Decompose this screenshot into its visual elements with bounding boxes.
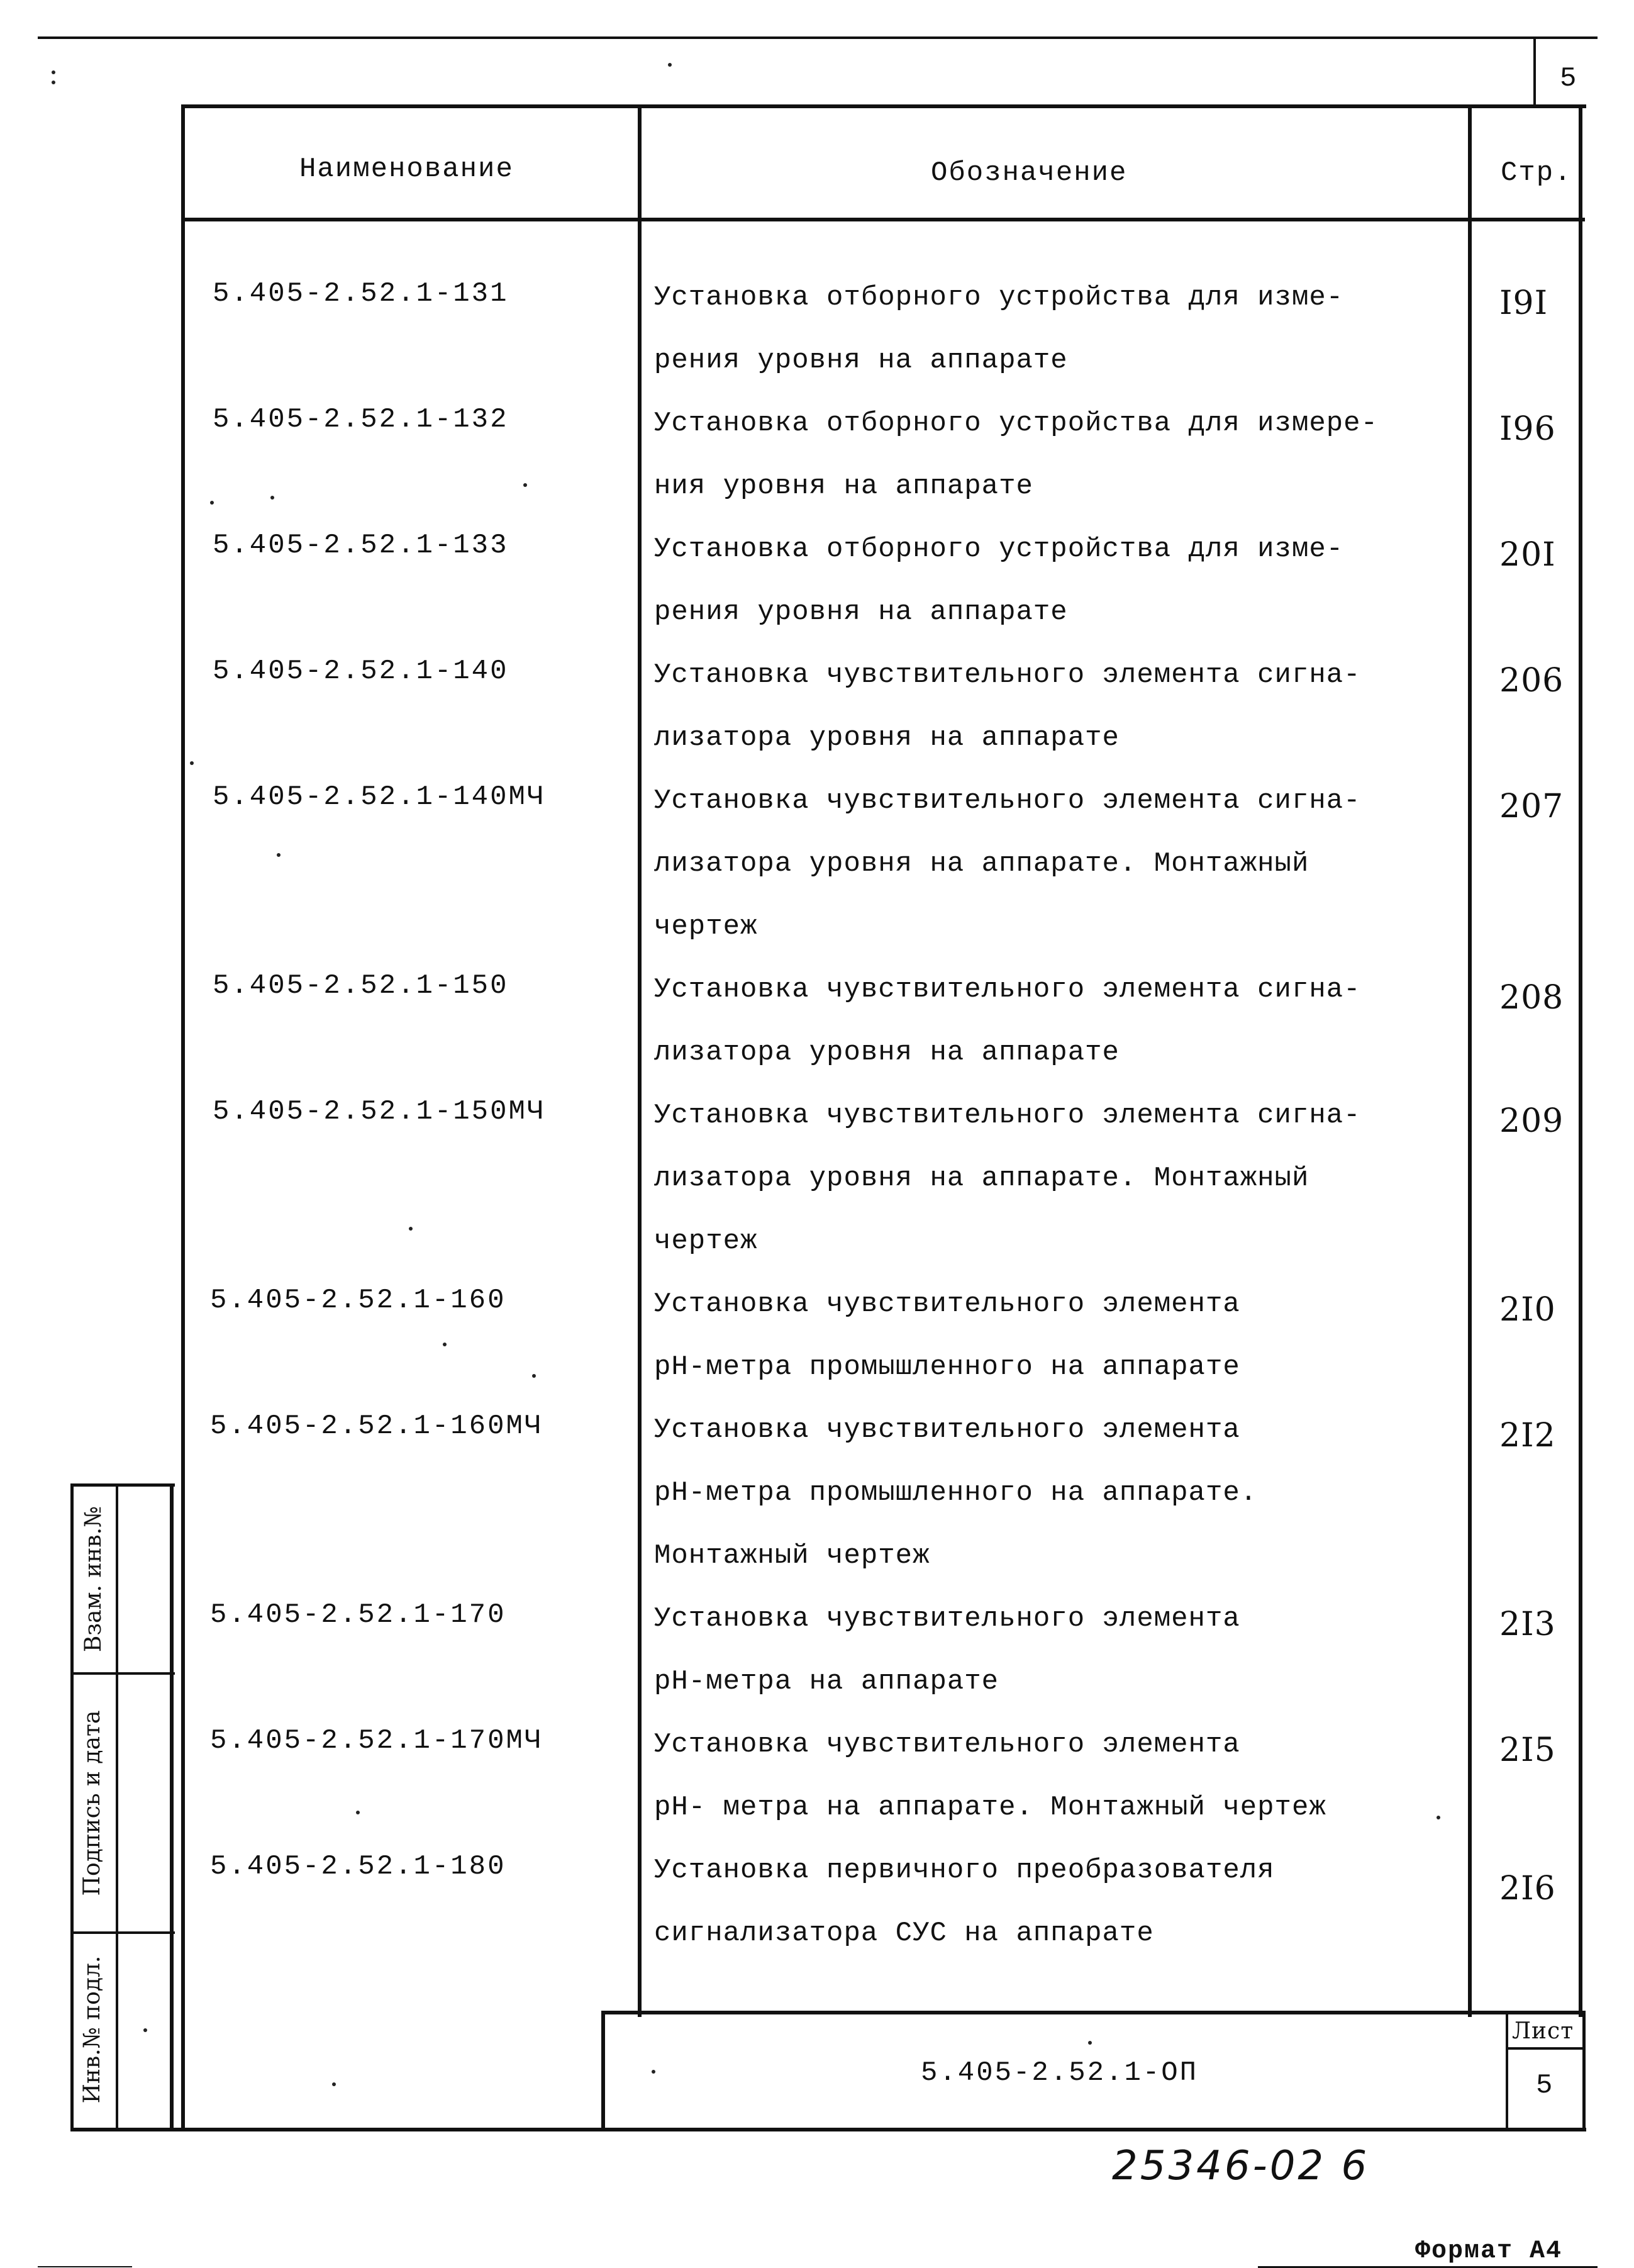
scan-speck bbox=[210, 501, 214, 505]
row-page: 2I3 bbox=[1499, 1606, 1556, 1643]
header-designation: Обозначение bbox=[931, 157, 1128, 189]
row-description-line: Установка чувствительного элемента bbox=[654, 1603, 1240, 1634]
row-description-line: Установка отборного устройства для измере- bbox=[654, 408, 1378, 439]
row-description-line: Установка чувствительного элемента сигна- bbox=[654, 1100, 1361, 1131]
table-left-border bbox=[181, 104, 185, 2131]
row-page: 208 bbox=[1499, 979, 1564, 1017]
row-page: 2I6 bbox=[1499, 1870, 1556, 1908]
scan-speck bbox=[190, 761, 194, 765]
row-description-line: Монтажный чертеж bbox=[654, 1540, 930, 1572]
sheet-cell-divider bbox=[1507, 2047, 1584, 2050]
scan-speck bbox=[443, 1343, 447, 1346]
scan-speck bbox=[1088, 2041, 1092, 2045]
sheet-number: 5 bbox=[1536, 2070, 1553, 2101]
scan-speck bbox=[532, 1374, 536, 1378]
scan-speck bbox=[356, 1811, 360, 1814]
row-page: 206 bbox=[1499, 662, 1564, 700]
row-code: 5.405-2.52.1-160МЧ bbox=[210, 1411, 543, 1442]
side-box-inner-left bbox=[116, 1485, 118, 2131]
column-divider-1 bbox=[638, 104, 642, 2017]
row-page: I9I bbox=[1499, 284, 1548, 322]
header-name: Наименование bbox=[299, 154, 514, 185]
row-description-line: Установка отборного устройства для изме- bbox=[654, 282, 1344, 313]
row-description-line: Установка чувствительного элемента bbox=[654, 1414, 1240, 1446]
row-description-line: Установка чувствительного элемента bbox=[654, 1288, 1240, 1320]
scan-speck bbox=[523, 483, 527, 487]
row-description-line: лизатора уровня на аппарате bbox=[654, 722, 1120, 754]
scan-speck bbox=[652, 2070, 655, 2074]
row-page: 207 bbox=[1499, 788, 1564, 825]
row-description-line: лизатора уровня на аппарате. Монтажный bbox=[654, 1163, 1309, 1194]
row-description-line: рения уровня на аппарате bbox=[654, 345, 1068, 376]
row-page: 2I0 bbox=[1499, 1291, 1556, 1329]
sheet-cell-right-border bbox=[1582, 2011, 1586, 2130]
row-page: 2I5 bbox=[1499, 1731, 1556, 1769]
title-block-doc-code: 5.405-2.52.1-ОП bbox=[921, 2057, 1199, 2089]
row-description-line: чертеж bbox=[654, 911, 758, 942]
table-right-border bbox=[1579, 104, 1582, 2017]
row-description-line: pH-метра промышленного на аппарате. bbox=[654, 1477, 1258, 1509]
scan-speck bbox=[668, 63, 672, 67]
sheet-corner-number: 5 bbox=[1560, 63, 1577, 94]
bottom-left-line bbox=[38, 2266, 132, 2267]
scan-speck bbox=[52, 81, 55, 84]
row-code: 5.405-2.52.1-160 bbox=[210, 1285, 506, 1316]
row-description-line: лизатора уровня на аппарате. Монтажный bbox=[654, 848, 1309, 880]
row-description-line: pH-метра на аппарате bbox=[654, 1666, 999, 1697]
scan-speck bbox=[1437, 1816, 1440, 1819]
row-description-line: Установка чувствительного элемента сигна- bbox=[654, 659, 1361, 691]
title-block-bottom-border bbox=[70, 2128, 1586, 2131]
scan-speck bbox=[277, 853, 281, 857]
sheet-cell-left-border bbox=[1506, 2011, 1508, 2130]
scan-speck bbox=[143, 2028, 147, 2032]
row-code: 5.405-2.52.1-170МЧ bbox=[210, 1725, 543, 1757]
row-code: 5.405-2.52.1-150 bbox=[213, 970, 509, 1002]
top-border bbox=[38, 36, 1598, 39]
corner-divider bbox=[1533, 36, 1536, 106]
row-code: 5.405-2.52.1-170 bbox=[210, 1599, 506, 1631]
row-description-line: лизатора уровня на аппарате bbox=[654, 1037, 1120, 1068]
table-top-border bbox=[182, 104, 1586, 108]
title-block-left-border bbox=[601, 2011, 605, 2130]
row-description-line: Установка первичного преобразователя bbox=[654, 1855, 1275, 1886]
scan-speck bbox=[332, 2082, 336, 2086]
side-box-divider-2 bbox=[70, 1931, 175, 1934]
row-code: 5.405-2.52.1-150МЧ bbox=[213, 1096, 546, 1127]
row-description-line: Установка чувствительного элемента bbox=[654, 1729, 1240, 1760]
sheet-label: Лист bbox=[1512, 2018, 1574, 2044]
handwritten-number: 25346-02 6 bbox=[1112, 2143, 1370, 2189]
format-label: Формат А4 bbox=[1415, 2237, 1563, 2265]
row-page: 20I bbox=[1499, 536, 1556, 574]
side-label-inv-orig: Инв.№ подл. bbox=[79, 1955, 105, 2104]
side-box-outer-left bbox=[70, 1485, 74, 2131]
title-block-top-border bbox=[603, 2011, 1582, 2014]
side-label-sign-date: Подпись и дата bbox=[79, 1710, 105, 1896]
row-code: 5.405-2.52.1-131 bbox=[213, 278, 509, 310]
row-code: 5.405-2.52.1-140МЧ bbox=[213, 781, 546, 813]
scan-speck bbox=[270, 496, 274, 500]
header-page: Стр. bbox=[1501, 157, 1572, 189]
row-description-line: Установка отборного устройства для изме- bbox=[654, 533, 1344, 565]
row-description-line: сигнализатора СУС на аппарате bbox=[654, 1918, 1154, 1949]
row-page: I96 bbox=[1499, 410, 1556, 448]
scan-speck bbox=[409, 1227, 413, 1231]
row-page: 209 bbox=[1499, 1102, 1564, 1140]
row-description-line: ния уровня на аппарате bbox=[654, 471, 1033, 502]
row-description-line: pH- метра на аппарате. Монтажный чертеж bbox=[654, 1792, 1326, 1823]
side-box-right bbox=[170, 1485, 174, 2131]
row-description-line: Установка чувствительного элемента сигна- bbox=[654, 785, 1361, 817]
row-description-line: чертеж bbox=[654, 1226, 758, 1257]
row-description-line: pH-метра промышленного на аппарате bbox=[654, 1351, 1240, 1383]
row-code: 5.405-2.52.1-133 bbox=[213, 530, 509, 561]
row-description-line: рения уровня на аппарате bbox=[654, 596, 1068, 628]
row-code: 5.405-2.52.1-140 bbox=[213, 656, 509, 687]
row-code: 5.405-2.52.1-180 bbox=[210, 1851, 506, 1882]
scan-speck bbox=[52, 70, 55, 74]
side-label-ref-inv: Взам. инв.№ bbox=[81, 1505, 106, 1653]
header-bottom-border bbox=[182, 218, 1585, 221]
row-code: 5.405-2.52.1-132 bbox=[213, 404, 509, 435]
column-divider-2 bbox=[1468, 104, 1472, 2017]
row-description-line: Установка чувствительного элемента сигна- bbox=[654, 974, 1361, 1005]
row-page: 2I2 bbox=[1499, 1417, 1556, 1455]
